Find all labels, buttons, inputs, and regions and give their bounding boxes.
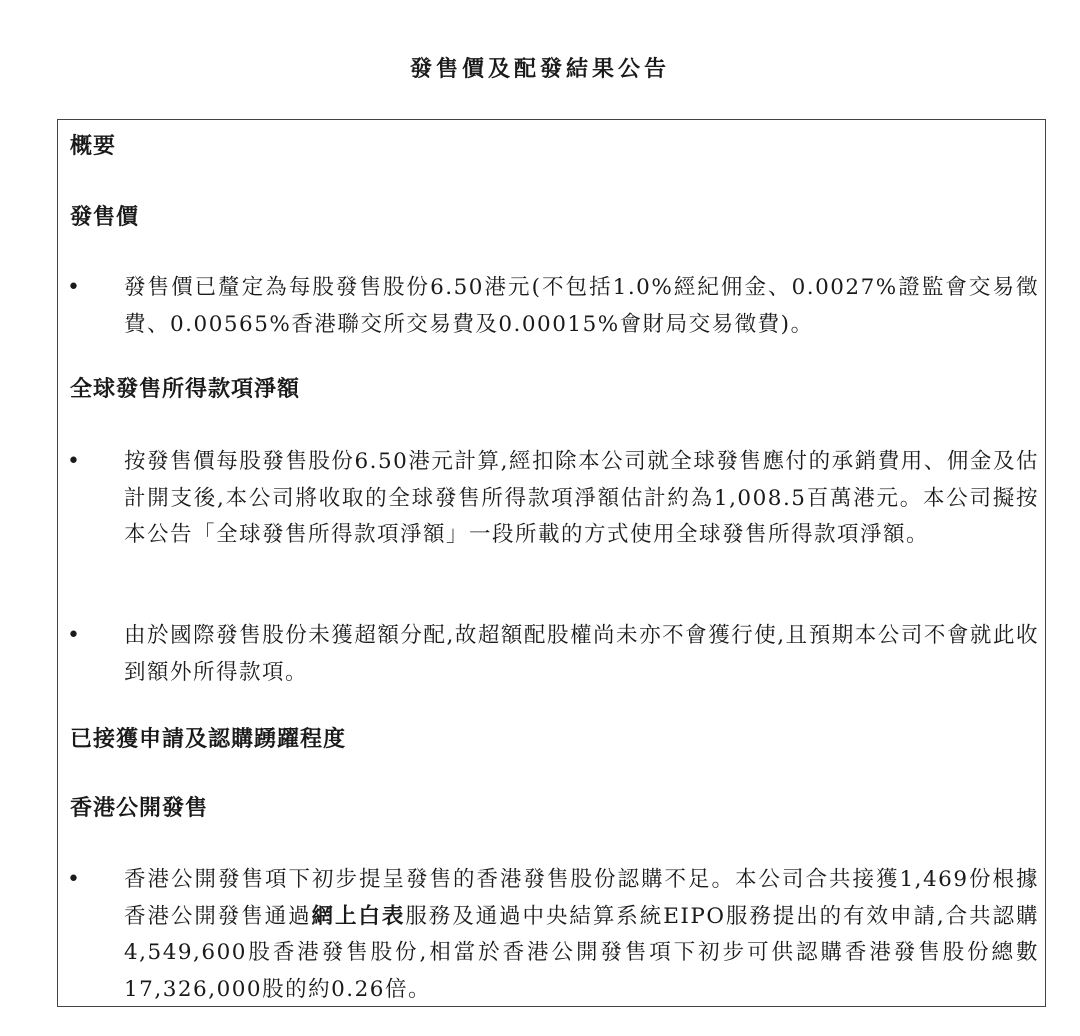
net-proceeds-paragraph-1: 按發售價每股發售股份6.50港元計算,經扣除本公司就全球發售應付的承銷費用、佣金及估計開支後,本公司將收取的全球發售所得款項淨額估計約為1,008.5百萬港元。本公司擬按本公告「全球發售所得款項淨額」一段所載的方式使用全球發售所得款項淨額。 xyxy=(124,449,1039,547)
hk-paragraph-part-1: 香港公開發售項下初步提呈發售的香港發售股份認購不足。本公司合共接獲1,469份根據香港公開發售通過 xyxy=(124,867,1039,929)
net-proceeds-heading: 全球發售所得款項淨額 xyxy=(70,377,301,402)
summary-box xyxy=(57,119,1046,1007)
hk-public-offering-paragraph xyxy=(124,862,1039,1008)
summary-heading: 概要 xyxy=(70,134,117,159)
offer-price-paragraph: 發售價已釐定為每股發售股份6.50港元(不包括1.0%經紀佣金、0.0027%證監會交易徵費、0.00565%香港聯交所交易費及0.00015%會財局交易徵費)。 xyxy=(124,275,1039,337)
offer-price-heading: 發售價 xyxy=(70,205,140,230)
bullet-dot: • xyxy=(67,449,80,474)
applications-heading: 已接獲申請及認購踴躍程度 xyxy=(70,727,347,752)
bullet-dot: • xyxy=(67,275,80,300)
white-form-term: 網上白表 xyxy=(311,903,406,929)
hk-public-offering-heading: 香港公開發售 xyxy=(70,796,209,821)
hk-paragraph-part-2: 服務及通過中央結算系統EIPO服務提出的有效申請,合共認購4,549,600股香港發售股份,相當於香港公開發售項下初步可供認購香港發售股份總數17,326,000股的約0.26倍。 xyxy=(124,903,1039,1002)
bullet-dot: • xyxy=(67,623,80,648)
page-title: 發售價及配發結果公告 xyxy=(409,57,670,82)
bullet-dot: • xyxy=(67,867,80,892)
net-proceeds-paragraph-2: 由於國際發售股份未獲超額分配,故超額配股權尚未亦不會獲行使,且預期本公司不會就此收到額外所得款項。 xyxy=(124,623,1039,685)
